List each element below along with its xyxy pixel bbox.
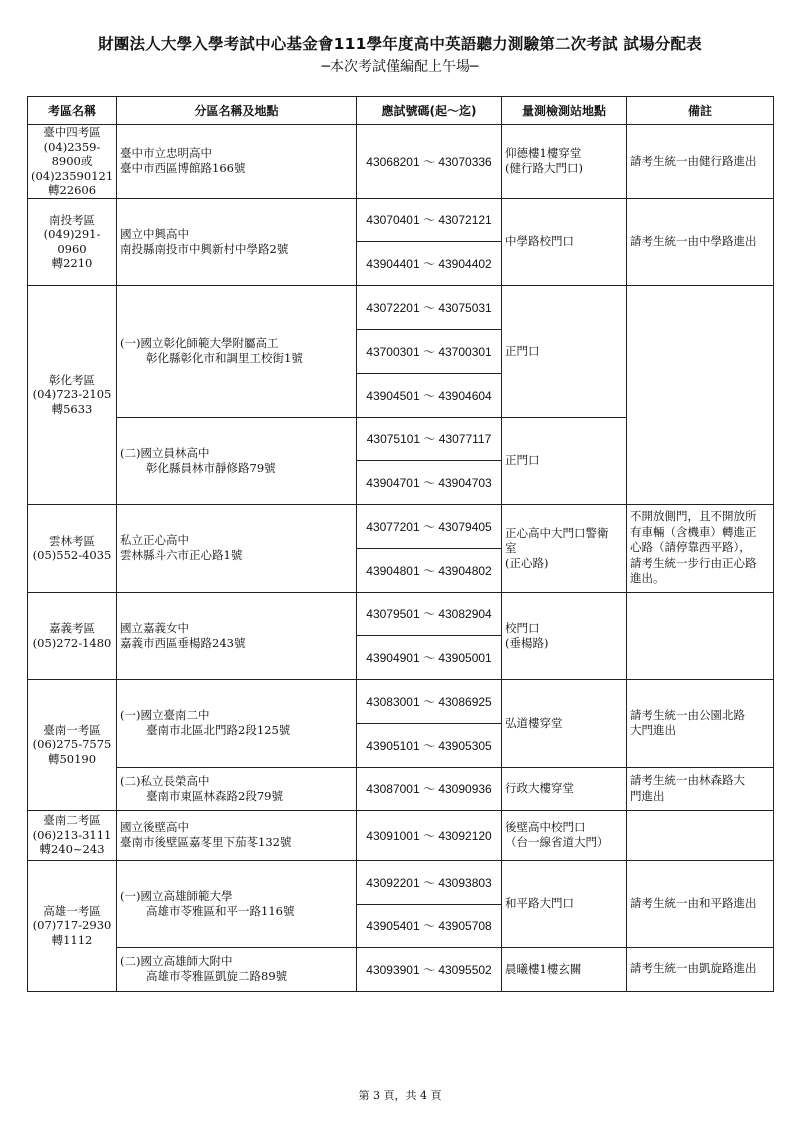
- cell-line: 行政大樓穿堂: [505, 781, 574, 795]
- region-cell: [28, 679, 117, 810]
- cell-line: 轉2210: [51, 256, 93, 270]
- station-cell: [502, 947, 627, 991]
- cell-line: 請考生統一由凱旋路進出: [630, 961, 757, 976]
- site-cell: [117, 767, 357, 810]
- number-range: 43083001 ～ 43086925: [357, 679, 502, 723]
- cell-line: 正門口: [505, 343, 540, 358]
- cell-line: 臺南二考區: [43, 813, 101, 828]
- number-range: 43905401 ～ 43905708: [357, 904, 502, 947]
- station-cell: [502, 679, 627, 767]
- cell-line: 進出。: [630, 571, 665, 586]
- cell-line: 校門口: [505, 620, 540, 635]
- cell-line: 有車輛（含機車）轉進正: [630, 524, 757, 539]
- number-range: 43904901 ～ 43905001: [357, 635, 502, 679]
- page-number: 第 3 頁，共 4 頁: [358, 1089, 442, 1102]
- cell-line: 大門進出: [630, 723, 676, 737]
- number-range: 43904701 ～ 43904703: [357, 460, 502, 504]
- cell-line: 彰化考區: [49, 372, 95, 387]
- cell-line: 轉50190: [47, 751, 97, 766]
- cell-line: 雲林考區: [49, 533, 95, 548]
- cell-line: 南投考區: [49, 212, 95, 227]
- table-row: [28, 592, 774, 635]
- site-name: (一)國立高雄師範大學: [120, 888, 233, 903]
- note-cell: [627, 679, 774, 767]
- number-range: 43905101 ～ 43905305: [357, 723, 502, 767]
- table-row: [28, 767, 774, 810]
- header-station: 量測檢測站地點: [502, 97, 627, 125]
- cell-line: 門進出: [630, 788, 665, 803]
- note-cell: [627, 592, 774, 679]
- number-range: 43904801 ～ 43904802: [357, 548, 502, 592]
- note-cell: [627, 504, 774, 592]
- number-range: 43077201 ～ 43079405: [357, 504, 502, 548]
- site-cell: [117, 504, 357, 592]
- table-row: [28, 125, 774, 199]
- site-cell: [117, 592, 357, 679]
- number-range: 43904501 ～ 43904604: [357, 373, 502, 417]
- site-address: 臺南市後壁區嘉苳里下茄苳132號: [120, 835, 292, 849]
- cell-line: （台一線省道大門）: [505, 835, 609, 849]
- page-subtitle: ─本次考試僅編配上午場─: [321, 59, 479, 75]
- cell-line: 弘道樓穿堂: [505, 715, 563, 730]
- cell-line: 請考生統一步行由正心路: [630, 555, 757, 570]
- site-cell: [117, 810, 357, 860]
- cell-line: 後壁高中校門口: [505, 820, 586, 834]
- site-name: 國立嘉義女中: [120, 620, 189, 635]
- site-address: 彰化縣彰化市和調里工校街1號: [146, 351, 303, 365]
- table-header-row: [28, 97, 774, 125]
- site-name: (二)私立長榮高中: [120, 773, 210, 788]
- region-cell: [28, 810, 117, 860]
- cell-line: 正心高中大門口警衛: [505, 525, 609, 540]
- number-range: 43093901 ～ 43095502: [357, 947, 502, 991]
- number-range: 43068201 ～ 43070336: [357, 125, 502, 199]
- cell-line: 嘉義考區: [49, 621, 95, 635]
- site-address: 嘉義市西區垂楊路243號: [120, 635, 246, 650]
- region-cell: [28, 125, 117, 199]
- site-cell: [117, 860, 357, 947]
- cell-line: 仰德樓1樓穿堂: [505, 146, 582, 161]
- cell-line: (049)291-0960: [43, 227, 101, 256]
- allocation-table: [27, 96, 774, 992]
- site-address: 臺南市東區林森路2段79號: [146, 788, 283, 803]
- site-name: (一)國立彰化師範大學附屬高工: [120, 336, 279, 350]
- cell-line: 和平路大門口: [505, 896, 574, 910]
- site-name: (一)國立臺南二中: [120, 708, 210, 722]
- cell-line: (05)552-4035: [32, 548, 112, 562]
- cell-line: 請考生統一由林森路大: [630, 773, 745, 787]
- site-name: (二)國立員林高中: [120, 445, 210, 460]
- header-site: 分區名稱及地點: [117, 97, 357, 125]
- table-row: [28, 947, 774, 991]
- station-cell: [502, 417, 627, 504]
- cell-line: 心路（請停靠西平路），: [630, 540, 751, 555]
- page-title: 財團法人大學入學考試中心基金會111學年度高中英語聽力測驗第二次考試 試場分配表: [98, 35, 702, 53]
- note-cell: [627, 947, 774, 991]
- cell-line: 請考生統一由健行路進出: [630, 153, 757, 168]
- number-range: 43700301 ～ 43700301: [357, 329, 502, 373]
- table-row: [28, 679, 774, 723]
- cell-line: (健行路大門口): [505, 161, 583, 176]
- cell-line: (正心路): [505, 555, 549, 570]
- cell-line: 中學路校門口: [505, 234, 574, 248]
- cell-line: 高雄一考區: [43, 903, 101, 918]
- cell-line: 室: [505, 540, 517, 555]
- table-row: [28, 285, 774, 329]
- cell-line: 轉240~243: [39, 842, 105, 857]
- site-address: 雲林縣斗六市正心路1號: [120, 548, 243, 562]
- cell-line: 請考生統一由中學路進出: [630, 233, 757, 248]
- site-name: (二)國立高雄師大附中: [120, 954, 233, 968]
- station-cell: [502, 767, 627, 810]
- site-cell: [117, 947, 357, 991]
- cell-line: (06)213-3111: [32, 827, 112, 842]
- number-range: 43087001 ～ 43090936: [357, 767, 502, 810]
- cell-line: 請考生統一由公園北路: [630, 707, 745, 722]
- site-name: 國立中興高中: [120, 226, 189, 241]
- note-cell: [627, 198, 774, 285]
- cell-line: 轉1112: [51, 932, 93, 947]
- cell-line: 轉5633: [51, 401, 93, 416]
- station-cell: [502, 504, 627, 592]
- site-name: 國立後壁高中: [120, 820, 189, 834]
- number-range: 43079501 ～ 43082904: [357, 592, 502, 635]
- site-cell: [117, 679, 357, 767]
- site-address: 彰化縣員林市靜修路79號: [146, 460, 276, 475]
- header-numbers: 應試號碼(起～迄): [357, 97, 502, 125]
- site-cell: [117, 285, 357, 417]
- header-region: 考區名稱: [28, 97, 117, 125]
- cell-line: (04)723-2105: [32, 387, 112, 402]
- cell-line: (04)2359-8900或: [43, 139, 101, 168]
- station-cell: [502, 810, 627, 860]
- table-row: [28, 810, 774, 860]
- site-name: 私立正心高中: [120, 533, 189, 547]
- cell-line: (05)272-1480: [32, 635, 112, 650]
- station-cell: [502, 198, 627, 285]
- table-row: [28, 504, 774, 548]
- region-cell: [28, 592, 117, 679]
- site-address: 臺南市北區北門路2段125號: [146, 723, 291, 737]
- number-range: 43904401 ～ 43904402: [357, 241, 502, 285]
- cell-line: 正門口: [505, 453, 540, 467]
- site-address: 南投縣南投市中興新村中學路2號: [120, 241, 289, 256]
- site-cell: [117, 125, 357, 199]
- note-cell: [627, 125, 774, 199]
- site-address: 高雄市苓雅區凱旋二路89號: [146, 969, 288, 983]
- cell-line: 請考生統一由和平路進出: [630, 895, 757, 910]
- region-cell: [28, 198, 117, 285]
- cell-line: 轉22606: [47, 183, 97, 197]
- site-address: 臺中市西區博館路166號: [120, 161, 246, 176]
- number-range: 43070401 ～ 43072121: [357, 198, 502, 241]
- cell-line: 臺中四考區: [43, 125, 101, 139]
- table-row: [28, 198, 774, 241]
- region-cell: [28, 504, 117, 592]
- note-cell: [627, 285, 774, 504]
- cell-line: 晨曦樓1樓玄關: [505, 961, 582, 976]
- station-cell: [502, 592, 627, 679]
- number-range: 43092201 ～ 43093803: [357, 860, 502, 904]
- table-row: [28, 860, 774, 904]
- cell-line: 不開放側門，且不開放所: [630, 509, 757, 524]
- region-cell: [28, 285, 117, 504]
- cell-line: (07)717-2930: [32, 918, 112, 933]
- number-range: 43072201 ～ 43075031: [357, 285, 502, 329]
- site-cell: [117, 198, 357, 285]
- site-cell: [117, 417, 357, 504]
- station-cell: [502, 125, 627, 199]
- site-name: 臺中市立忠明高中: [120, 146, 212, 161]
- station-cell: [502, 285, 627, 417]
- note-cell: [627, 810, 774, 860]
- cell-line: (垂楊路): [505, 635, 549, 650]
- number-range: 43091001 ～ 43092120: [357, 810, 502, 860]
- cell-line: (06)275-7575: [32, 737, 112, 752]
- site-address: 高雄市苓雅區和平一路116號: [146, 903, 295, 918]
- note-cell: [627, 767, 774, 810]
- station-cell: [502, 860, 627, 947]
- number-range: 43075101 ～ 43077117: [357, 417, 502, 460]
- cell-line: (04)23590121: [31, 168, 114, 183]
- header-notes: 備註: [627, 97, 774, 125]
- note-cell: [627, 860, 774, 947]
- region-cell: [28, 860, 117, 991]
- cell-line: 臺南一考區: [43, 722, 101, 737]
